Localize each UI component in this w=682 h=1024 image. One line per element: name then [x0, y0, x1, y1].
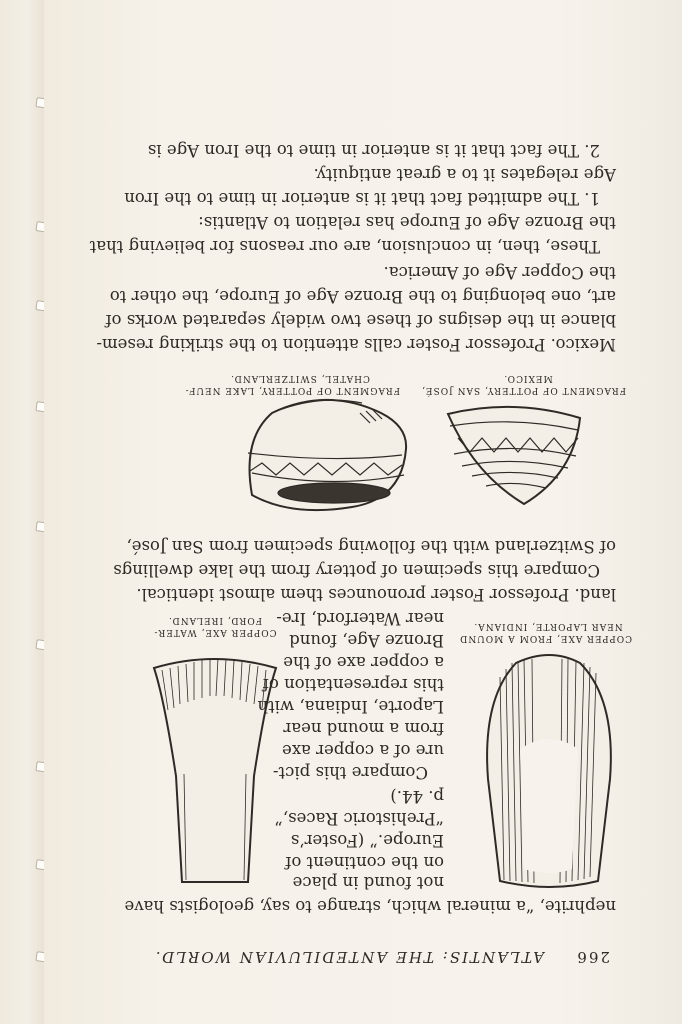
text-line: Mexico. Professor Foster calls attention to the striking resem- — [96, 335, 616, 354]
text-line: Bronze Age, found — [289, 631, 444, 650]
caption-line: FRAGMENT OF POTTERY, SAN JOSÉ, — [421, 385, 626, 395]
caption-line: COPPER AXE, WATER- — [153, 627, 277, 637]
text-line: land. Professor Foster pronounces them almost identical. — [136, 585, 616, 604]
text-line: Compare this specimen of pottery from the lake dwellings — [113, 561, 600, 580]
text-line: this representation of — [262, 675, 444, 694]
caption-line: COPPER AXE, FROM A MOUND — [459, 633, 632, 643]
caption-line: CHATEL, SWITZERLAND. — [230, 373, 370, 383]
running-title: ATLANTIS: THE ANTEDILUVIAN WORLD. — [153, 948, 544, 966]
pottery-switzerland-figure — [444, 394, 594, 514]
text-line: 1. The admitted fact that it is anterior in time to the Iron — [124, 189, 600, 208]
text-line: nephrite, “a mineral which, strange to say, geologists have — [124, 897, 616, 916]
text-line: These, then, in conclusion, are our reasons for believing that — [89, 237, 600, 256]
axe-waterford-caption — [130, 614, 300, 638]
pottery-switzerland-caption — [184, 372, 400, 396]
text-line: Age relegates it to a great antiquity. — [313, 165, 616, 184]
text-line: the Copper Age of America. — [383, 263, 616, 282]
text-line: the Bronze Age of Europe has relation to Atlantis: — [198, 213, 616, 232]
text-line: blance in the designs of these two widely separated works of — [105, 311, 616, 330]
caption-line: NEAR LAPORTE, INDIANA. — [473, 621, 623, 631]
pottery-mexico-caption — [421, 372, 626, 396]
text-line: p. 44.) — [390, 787, 444, 806]
text-line: not found in place — [292, 873, 444, 892]
copper-axe-waterford-figure — [150, 644, 280, 894]
text-line: of Switzerland with the following specimen from San José, — [126, 537, 616, 556]
text-line: Compare this pict- — [272, 763, 428, 782]
text-line: 2. The fact that it is anterior in time to the Iron Age is — [147, 141, 600, 160]
page-content-upside-down — [44, 0, 682, 1024]
book-spine — [0, 0, 45, 1024]
caption-line: MEXICO. — [503, 373, 553, 383]
text-line: a copper axe of the — [283, 653, 444, 672]
text-line: ure of a copper axe — [282, 741, 444, 760]
running-head — [120, 942, 610, 966]
text-line: “Prehistoric Races,” — [274, 809, 444, 828]
copper-axe-laporte-figure — [480, 649, 620, 899]
text-line: Europe.” (Foster’s — [290, 831, 444, 850]
pottery-mexico-figure — [242, 389, 412, 519]
book-page — [44, 0, 682, 1024]
axe-laporte-caption — [459, 620, 632, 644]
caption-line: FORD, IRELAND. — [167, 615, 263, 625]
text-line: on the continent of — [285, 853, 444, 872]
text-line: near Waterford, Ire- — [276, 609, 444, 628]
caption-line: FRAGMENT OF POTTERY, LAKE NEUF- — [184, 385, 400, 395]
text-line: art, one belonging to the Bronze Age of Europe, the other to — [109, 287, 616, 306]
page-number: 266 — [575, 948, 610, 966]
text-line: Laporte, Indiana, with — [257, 697, 444, 716]
text-line: from a mound near — [283, 719, 444, 738]
